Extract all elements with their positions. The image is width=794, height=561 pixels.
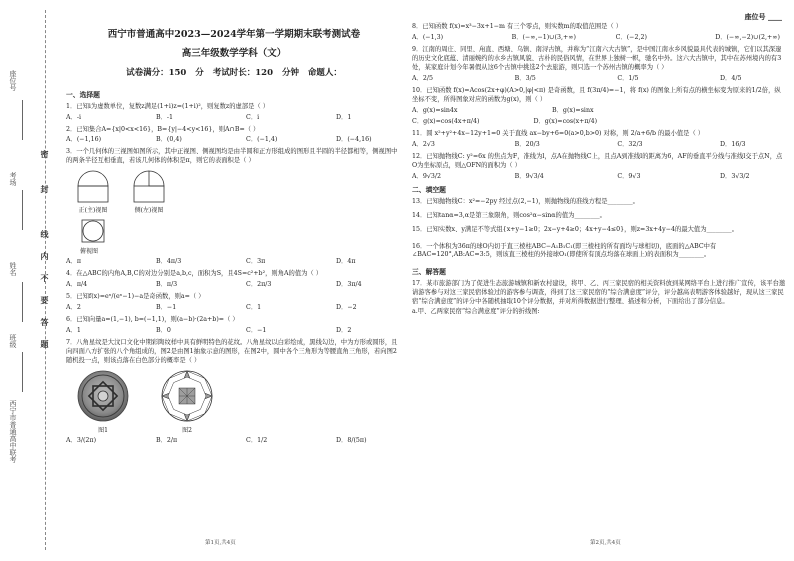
option-b: B．(0,4) (156, 136, 182, 144)
question-1: 1．已知i为虚数单位，复数z满足(1+i)z=(1+i)²，则复数z的虚部是（ ） (66, 102, 270, 110)
seal-char: 不 (40, 274, 50, 282)
option-c: C．−1 (246, 326, 267, 334)
seat-underline (22, 100, 23, 140)
octagram-figures (76, 369, 402, 435)
question-5: 5．已知f(x)=eˣ/(eˣ−1)−a是奇函数，则a=（ ） (66, 293, 205, 301)
page-right (412, 22, 786, 318)
option-d: D．(−4,16) (336, 136, 372, 144)
option-c: C．i (246, 113, 260, 121)
question-9: 9．江南的周庄、同里、甪直、西塘、乌镇、南浔古镇，并称为“江南六大古镇”，是中国江南水乡风貌最具代表的城镇，它们以其深邃的历史文化底蕴、清丽婉约的水乡古镇风貌、古朴的民俗风情，在世界上独树一帜，驰名中外。这六大古镇中，其中在苏州境内的有3处，某家庭计划今年暑假从这6个古镇中挑选2个去旅游，则只选一个苏州古镇的概率为（ ） (412, 45, 782, 71)
option-b: B．20/3 (514, 141, 540, 149)
option-d: D．2 (336, 326, 352, 334)
option-d: D．3√3/2 (719, 173, 750, 181)
question-14: 14．已知tanα=3,α是第三象限角，则cos²α−sinα的值为________。 (412, 211, 606, 219)
option-a: A．2√3 (412, 141, 435, 149)
three-view-figures (76, 169, 402, 215)
binding-label-school: 西宁市普通高中联考 (9, 400, 17, 463)
exam-subtitle: 高三年级数学学科（文） (181, 48, 287, 60)
question-5-options (66, 304, 402, 313)
question-16: 16．一个体积为36π的球O内切于直三棱柱ABC−A₁B₁C₁(即三棱柱的所有面均与球相切)，底面的△ABC中有∠BAC=120°,AB:AC=3:5，则该直三棱柱的外接球O₁(即使所有顶点均落在球面上)的表面积为________。 (412, 242, 717, 259)
question-17-part-a: a.甲、乙两家民宿“综合满意度”评分的折线图: (412, 307, 540, 315)
front-view (76, 169, 110, 215)
option-a: A．2/5 (412, 74, 433, 82)
seat-number-label: 座位号 ____ (744, 12, 782, 21)
name-underline (22, 282, 23, 322)
option-c: C．g(x)=cos(4x+π/4) (412, 118, 480, 126)
binding-strip (0, 0, 62, 561)
side-view-drawing (132, 169, 166, 203)
seal-char: 答 (40, 318, 50, 326)
option-b: B．2/π (156, 437, 178, 445)
section-choice-title: 一、选择题 (66, 91, 100, 100)
option-d: D．4π (336, 258, 356, 266)
section-fill-title: 二、填空题 (412, 186, 446, 195)
question-17: 17．某市旅游部门为了促进生态旅游城镇和新农村建设，将甲、乙、丙三家民宿的相关资料放到某网络平台上进行推广宣传，该平台邀请游客参与对这三家民宿体验过的游客参与调查，得到了这三家民宿的“综合满意度”评分，评分越高表明游客体验越好，现从这三家民宿“综合满意度”的评分中各随机抽取10个评分数据，并对所得数据进行整理、描述和分析，下面给出了部分信息。 (412, 280, 786, 305)
option-a: A．π/4 (66, 281, 88, 289)
option-b: B．−1 (156, 303, 177, 311)
option-d: D．g(x)=cos(x+π/4) (533, 118, 598, 126)
option-a: A．(−1,3) (412, 33, 444, 41)
top-view-label: 俯视图 (80, 247, 99, 255)
option-b: B．-1 (156, 113, 174, 121)
option-c: C．32/3 (617, 141, 643, 149)
option-c: C．(−2,2) (615, 33, 647, 41)
question-10: 10．已知函数 f(x)=Acos(2x+φ)(A>0,|φ|<π) 是奇函数，且 f(3π/4)=−1，将 f(x) 的图象上所有点的横坐标变为原来的1/2倍，纵坐标不变，所得图象对应的函数为g(x)，则（ ） (412, 86, 781, 103)
page-left (66, 6, 402, 449)
option-d: D．1 (336, 113, 352, 121)
question-2: 2．已知集合A={x|0<x<16}，B={y|−4<y<16}，则A∩B=（ ） (66, 125, 260, 133)
seal-char: 要 (40, 296, 50, 304)
option-a: A．g(x)=sin4x (412, 106, 458, 114)
question-13: 13．已知抛物线C：x²=−2py 经过点(2,−1)，则抛物线的准线方程是________。 (412, 197, 639, 205)
figure-2-label: 图2 (182, 426, 192, 434)
question-7-options (66, 437, 402, 446)
coin-image (76, 369, 130, 423)
seal-char: 内 (40, 252, 50, 260)
option-b: B．4π/3 (156, 258, 182, 266)
question-6-options (66, 327, 402, 336)
question-15: 15．已知实数x、y满足不等式组{x+y−1≥0；2x−y+4≥0；4x+y−4≤0}，则z=3x+4y−4的最大值为________。 (412, 225, 738, 233)
question-2-options (66, 136, 402, 145)
option-c: C．(−1,4) (246, 136, 278, 144)
question-10-options-row1 (412, 107, 786, 116)
question-10-options-row2 (412, 118, 786, 127)
page-footer-right: 第2页,共4页 (590, 540, 621, 546)
option-a: A．9√3/2 (412, 173, 441, 181)
side-view (132, 169, 166, 215)
top-view-drawing (80, 218, 106, 244)
front-view-label: 正(主)视图 (78, 207, 108, 215)
seal-char: 题 (40, 340, 50, 348)
option-a: A．3/(2π) (66, 437, 97, 445)
side-view-label: 侧(左)视图 (134, 207, 164, 215)
option-c: C．2π/3 (246, 281, 272, 289)
room-underline (22, 190, 23, 230)
page-footer-left: 第1页,共4页 (205, 540, 236, 546)
option-b: B．9√3/4 (514, 173, 544, 181)
exam-title: 西宁市普通高中2023—2024学年第一学期期末联考测试卷 (107, 29, 361, 40)
figure-1 (76, 369, 130, 435)
question-11-options (412, 141, 786, 150)
option-b: B．3/5 (514, 74, 536, 82)
option-d: D．8/(5π) (336, 437, 367, 445)
option-b: B．g(x)=sinx (552, 106, 594, 114)
question-12: 12．已知抛物线C: y²=6x 的焦点为F，准线为l，点A在抛物线C上，且点A到准线l的距离为6，AF的垂直平分线与准线l交于点N，点O为坐标原点，则△OFN的面积为（ ） (412, 153, 783, 170)
question-8-options (412, 34, 786, 43)
question-4: 4．在△ABC的内角A,B,C的对边分别是a,b,c，面积为S，且4S=c²+b²，则角A的值为（ ） (66, 270, 323, 278)
figure-2 (160, 369, 214, 435)
option-b: B．(−∞,−1)∪(3,+∞) (511, 33, 576, 41)
figure-1-label: 图1 (98, 426, 108, 434)
option-d: D．4/5 (719, 74, 742, 82)
option-d: D．−2 (336, 303, 357, 311)
question-9-options (412, 75, 786, 84)
binding-label-name: 姓名 (9, 262, 17, 276)
option-c: C．3π (246, 258, 266, 266)
question-4-options (66, 281, 402, 290)
option-a: A．π (66, 258, 81, 266)
option-d: D．3π/4 (336, 281, 362, 289)
seal-char: 密 (40, 150, 50, 158)
binding-label-seat: 座位号 (9, 70, 17, 91)
seal-char: 线 (40, 230, 50, 238)
seal-char: 封 (40, 185, 50, 193)
option-a: A．-i (66, 113, 81, 121)
option-c: C．9√3 (617, 173, 641, 181)
question-12-options (412, 173, 786, 182)
option-c: C．1/2 (246, 437, 268, 445)
option-c: C．1/5 (617, 74, 639, 82)
option-a: A．2 (66, 303, 81, 311)
option-a: A．1 (66, 326, 81, 334)
question-1-options (66, 114, 402, 123)
question-3: 3．一个几何体的三视图如图所示，其中正视图、侧视图均是由半圆和正方形组成的图形且半圆的半径都相等，侧视图中的两条半径互相垂直，若该几何体的体积是π，则它的表面积是（ ） (66, 148, 398, 165)
section-answer-title: 三、解答题 (412, 268, 446, 277)
class-underline (22, 352, 23, 392)
top-view (80, 218, 402, 256)
question-11: 11．圆 x²+y²+4x−12y+1=0 关于直线 ax−by+6=0(a>0,b>0) 对称，则 2/a+6/b 的最小值是（ ） (412, 130, 705, 138)
question-8: 8．已知函数 f(x)=x³−3x+1−m 有三个零点，则实数m的取值范围是（ ） (412, 23, 623, 30)
option-a: A．(−1,16) (66, 136, 102, 144)
option-b: B．π/3 (156, 281, 178, 289)
option-d: D．16/3 (719, 141, 746, 149)
front-view-drawing (76, 169, 110, 203)
question-7: 7．八角星纹是大汶口文化中期彩陶纹样中具有鲜明特色的花纹。八角星纹以白彩绘成，黑线勾边，中为方形或圆形，且向四面八方扩张的八个角组成的，图2是由图1抽象示意的图形，在图2中，圆中各个三角形为等腰直角三角形，若向图2随机投一点，则该点落在白色部分的概率是（ ） (66, 338, 398, 364)
option-d: D．(−∞,−2)∪(2,+∞) (715, 33, 780, 41)
option-c: C．1 (246, 303, 262, 311)
exam-info: 试卷满分：150 分 考试时长：120 分钟 命题人： (126, 67, 342, 78)
question-6: 6．已知向量a=(1,−1), b=(−1,1)，则(a−b)·(2a+b)=（ ） (66, 315, 239, 323)
binding-label-room: 考场 (9, 172, 17, 186)
octagram-diagram (160, 369, 214, 423)
question-3-options (66, 258, 402, 267)
binding-label-class: 班级 (9, 334, 17, 348)
option-b: B．0 (156, 326, 171, 334)
